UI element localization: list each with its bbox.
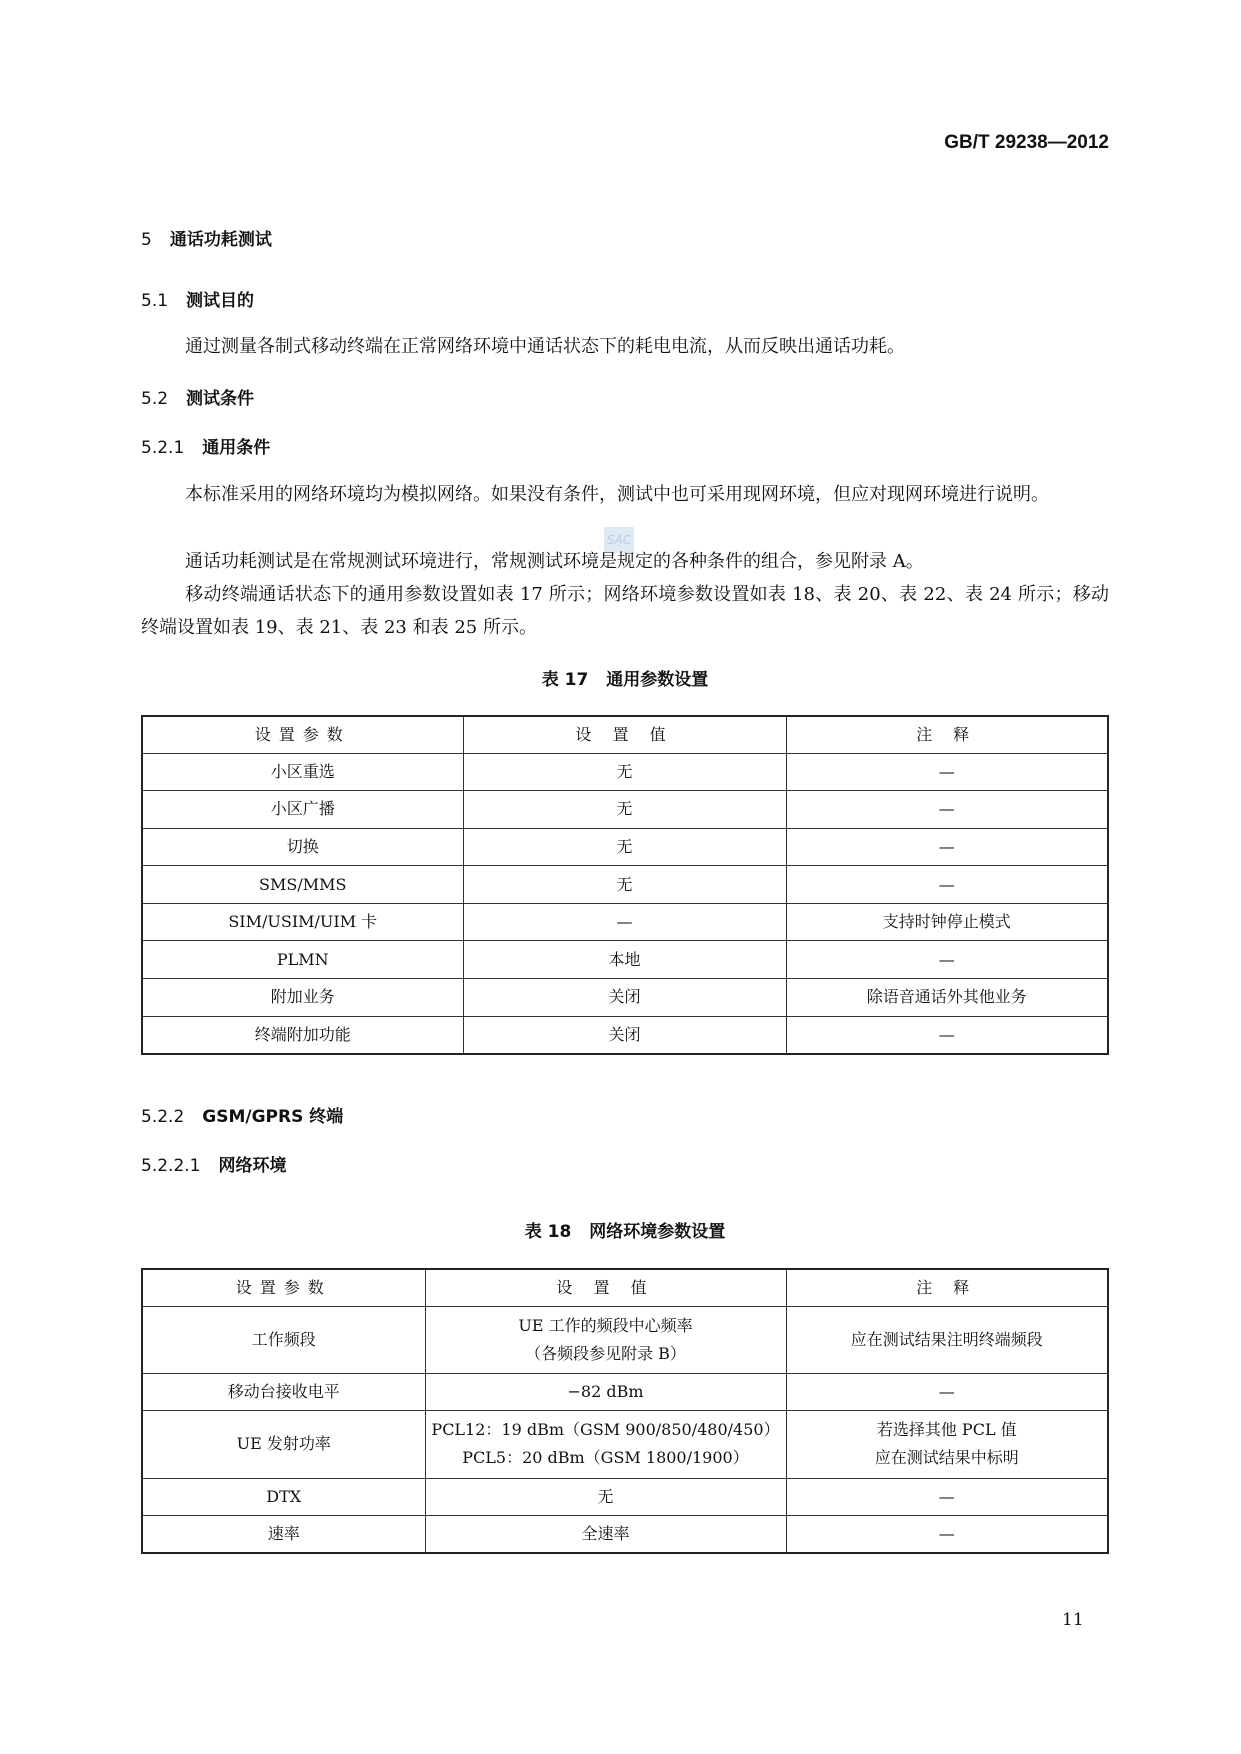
paragraph-text: 通话功耗测试是在常规测试环境进行，常规测试环境是规定的各种条件的组合，参见附录 A。 [185,551,924,572]
table-cell: PLMN [142,941,463,979]
cell-line: — [938,1523,955,1543]
table-cell: — [786,828,1108,866]
table-cell: 除语音通话外其他业务 [786,979,1108,1017]
table-cell: — [786,753,1108,791]
cell-line: 若选择其他 PCL 值 [876,1420,1017,1439]
section-number: 5.2.1 [141,438,185,458]
header-cell: 设 置 值 [463,716,786,753]
cell-line: — [938,1486,955,1506]
table-cell: 工作频段 [142,1306,425,1373]
paragraph-text: 通过测量各制式移动终端在正常网络环境中通话状态下的耗电电流，从而反映出通话功耗。 [185,336,905,357]
section-title: 通话功耗测试 [169,230,272,250]
table-row [142,866,1108,904]
cell-line: — [938,1381,955,1401]
table-cell [786,1515,1108,1553]
table-cell: 关闭 [463,979,786,1017]
table-header-row [142,716,1108,753]
table-cell: 小区重选 [142,753,463,791]
cell-line: UE 工作的频段中心频率 [518,1315,693,1335]
table-cell: 关闭 [463,1016,786,1054]
table-title: 通用参数设置 [606,670,709,690]
cell-line: PCL5：20 dBm（GSM 1800/1900） [462,1448,749,1467]
paragraph-text: 本标准采用的网络环境均为模拟网络。如果没有条件，测试中也可采用现网环境，但应对现网环境进行说明。 [185,484,1049,505]
sac-watermark: SAC [604,527,634,553]
header-cell: 注 释 [786,716,1108,753]
table-cell: 无 [463,753,786,791]
table-cell: UE 发射功率 [142,1410,425,1478]
paragraph [141,478,1109,511]
header-cell: 设置参数 [142,716,463,753]
section-title: 通用条件 [202,438,271,458]
cell-line: PCL12：19 dBm（GSM 900/850/480/450） [431,1420,780,1439]
table-cell [786,1306,1108,1373]
cell-line: 无 [597,1486,614,1506]
section-5-heading [141,225,272,250]
table-cell: 切换 [142,828,463,866]
table-row [142,828,1108,866]
table-row [142,1016,1108,1054]
section-number: 5.2 [141,389,169,409]
table-17 [141,715,1109,1055]
section-5-2-2-heading [141,1102,343,1127]
table-cell: — [786,941,1108,979]
section-5-1-heading [141,286,254,311]
section-number: 5.2.2.1 [141,1156,201,1176]
table-18 [141,1268,1109,1554]
table-cell [425,1478,786,1515]
header-cell: 设置参数 [142,1269,425,1306]
section-number: 5 [141,230,152,250]
table-row [142,903,1108,941]
section-number: 5.2.2 [141,1107,185,1127]
cell-line: 应在测试结果中标明 [874,1448,1019,1467]
standard-number: GB/T 29238—2012 [944,132,1109,153]
cell-line: （各频段参见附录 B） [525,1343,686,1363]
table-row [142,753,1108,791]
header-cell: 注 释 [786,1269,1108,1306]
page-number: 11 [1062,1610,1084,1630]
table-cell: 无 [463,866,786,904]
table-cell: DTX [142,1478,425,1515]
section-title: 测试目的 [186,291,255,311]
table-cell: — [786,1016,1108,1054]
table-row [142,941,1108,979]
table-cell: 速率 [142,1515,425,1553]
cell-line: −82 dBm [567,1381,644,1401]
table-number: 表 17 [541,670,589,690]
table-cell [786,1478,1108,1515]
table-row [142,791,1108,829]
table-cell: 移动台接收电平 [142,1373,425,1410]
table-row [142,1478,1108,1515]
table-cell [425,1515,786,1553]
paragraph [141,578,1109,644]
header-cell: 设 置 值 [425,1269,786,1306]
table-header-row [142,1269,1108,1306]
cell-line: 全速率 [581,1523,630,1543]
section-5-2-1-heading [141,433,270,458]
section-number: 5.1 [141,291,169,311]
section-5-2-heading [141,384,254,409]
table-row [142,979,1108,1017]
table-cell: 无 [463,828,786,866]
table-cell: — [463,903,786,941]
table-cell: 无 [463,791,786,829]
paragraph [141,330,1109,363]
table-cell: — [786,866,1108,904]
table-cell: 附加业务 [142,979,463,1017]
table-row [142,1410,1108,1478]
table-row [142,1515,1108,1553]
table-cell: SMS/MMS [142,866,463,904]
table-cell [425,1306,786,1373]
table-17-caption [141,665,1109,690]
table-title: 网络环境参数设置 [589,1222,726,1242]
table-number: 表 18 [524,1222,572,1242]
table-cell [786,1410,1108,1478]
table-cell: 终端附加功能 [142,1016,463,1054]
section-title: 测试条件 [186,389,255,409]
section-title: GSM/GPRS 终端 [202,1107,344,1127]
section-5-2-2-1-heading [141,1151,286,1176]
paragraph-text: 移动终端通话状态下的通用参数设置如表 17 所示；网络环境参数设置如表 18、表 20、表 22、表 24 所示；移动终端设置如表 19、表 21、表 23 和表 25 所示。 [141,584,1109,638]
cell-line: 应在测试结果注明终端频段 [850,1329,1043,1349]
table-cell [786,1373,1108,1410]
table-cell [425,1373,786,1410]
paragraph [141,545,1109,578]
table-cell [425,1410,786,1478]
table-cell: 小区广播 [142,791,463,829]
table-cell: 本地 [463,941,786,979]
table-18-caption [141,1217,1109,1242]
table-cell: SIM/USIM/UIM 卡 [142,903,463,941]
table-cell: 支持时钟停止模式 [786,903,1108,941]
section-title: 网络环境 [218,1156,287,1176]
table-cell: — [786,791,1108,829]
table-row [142,1373,1108,1410]
table-row [142,1306,1108,1373]
